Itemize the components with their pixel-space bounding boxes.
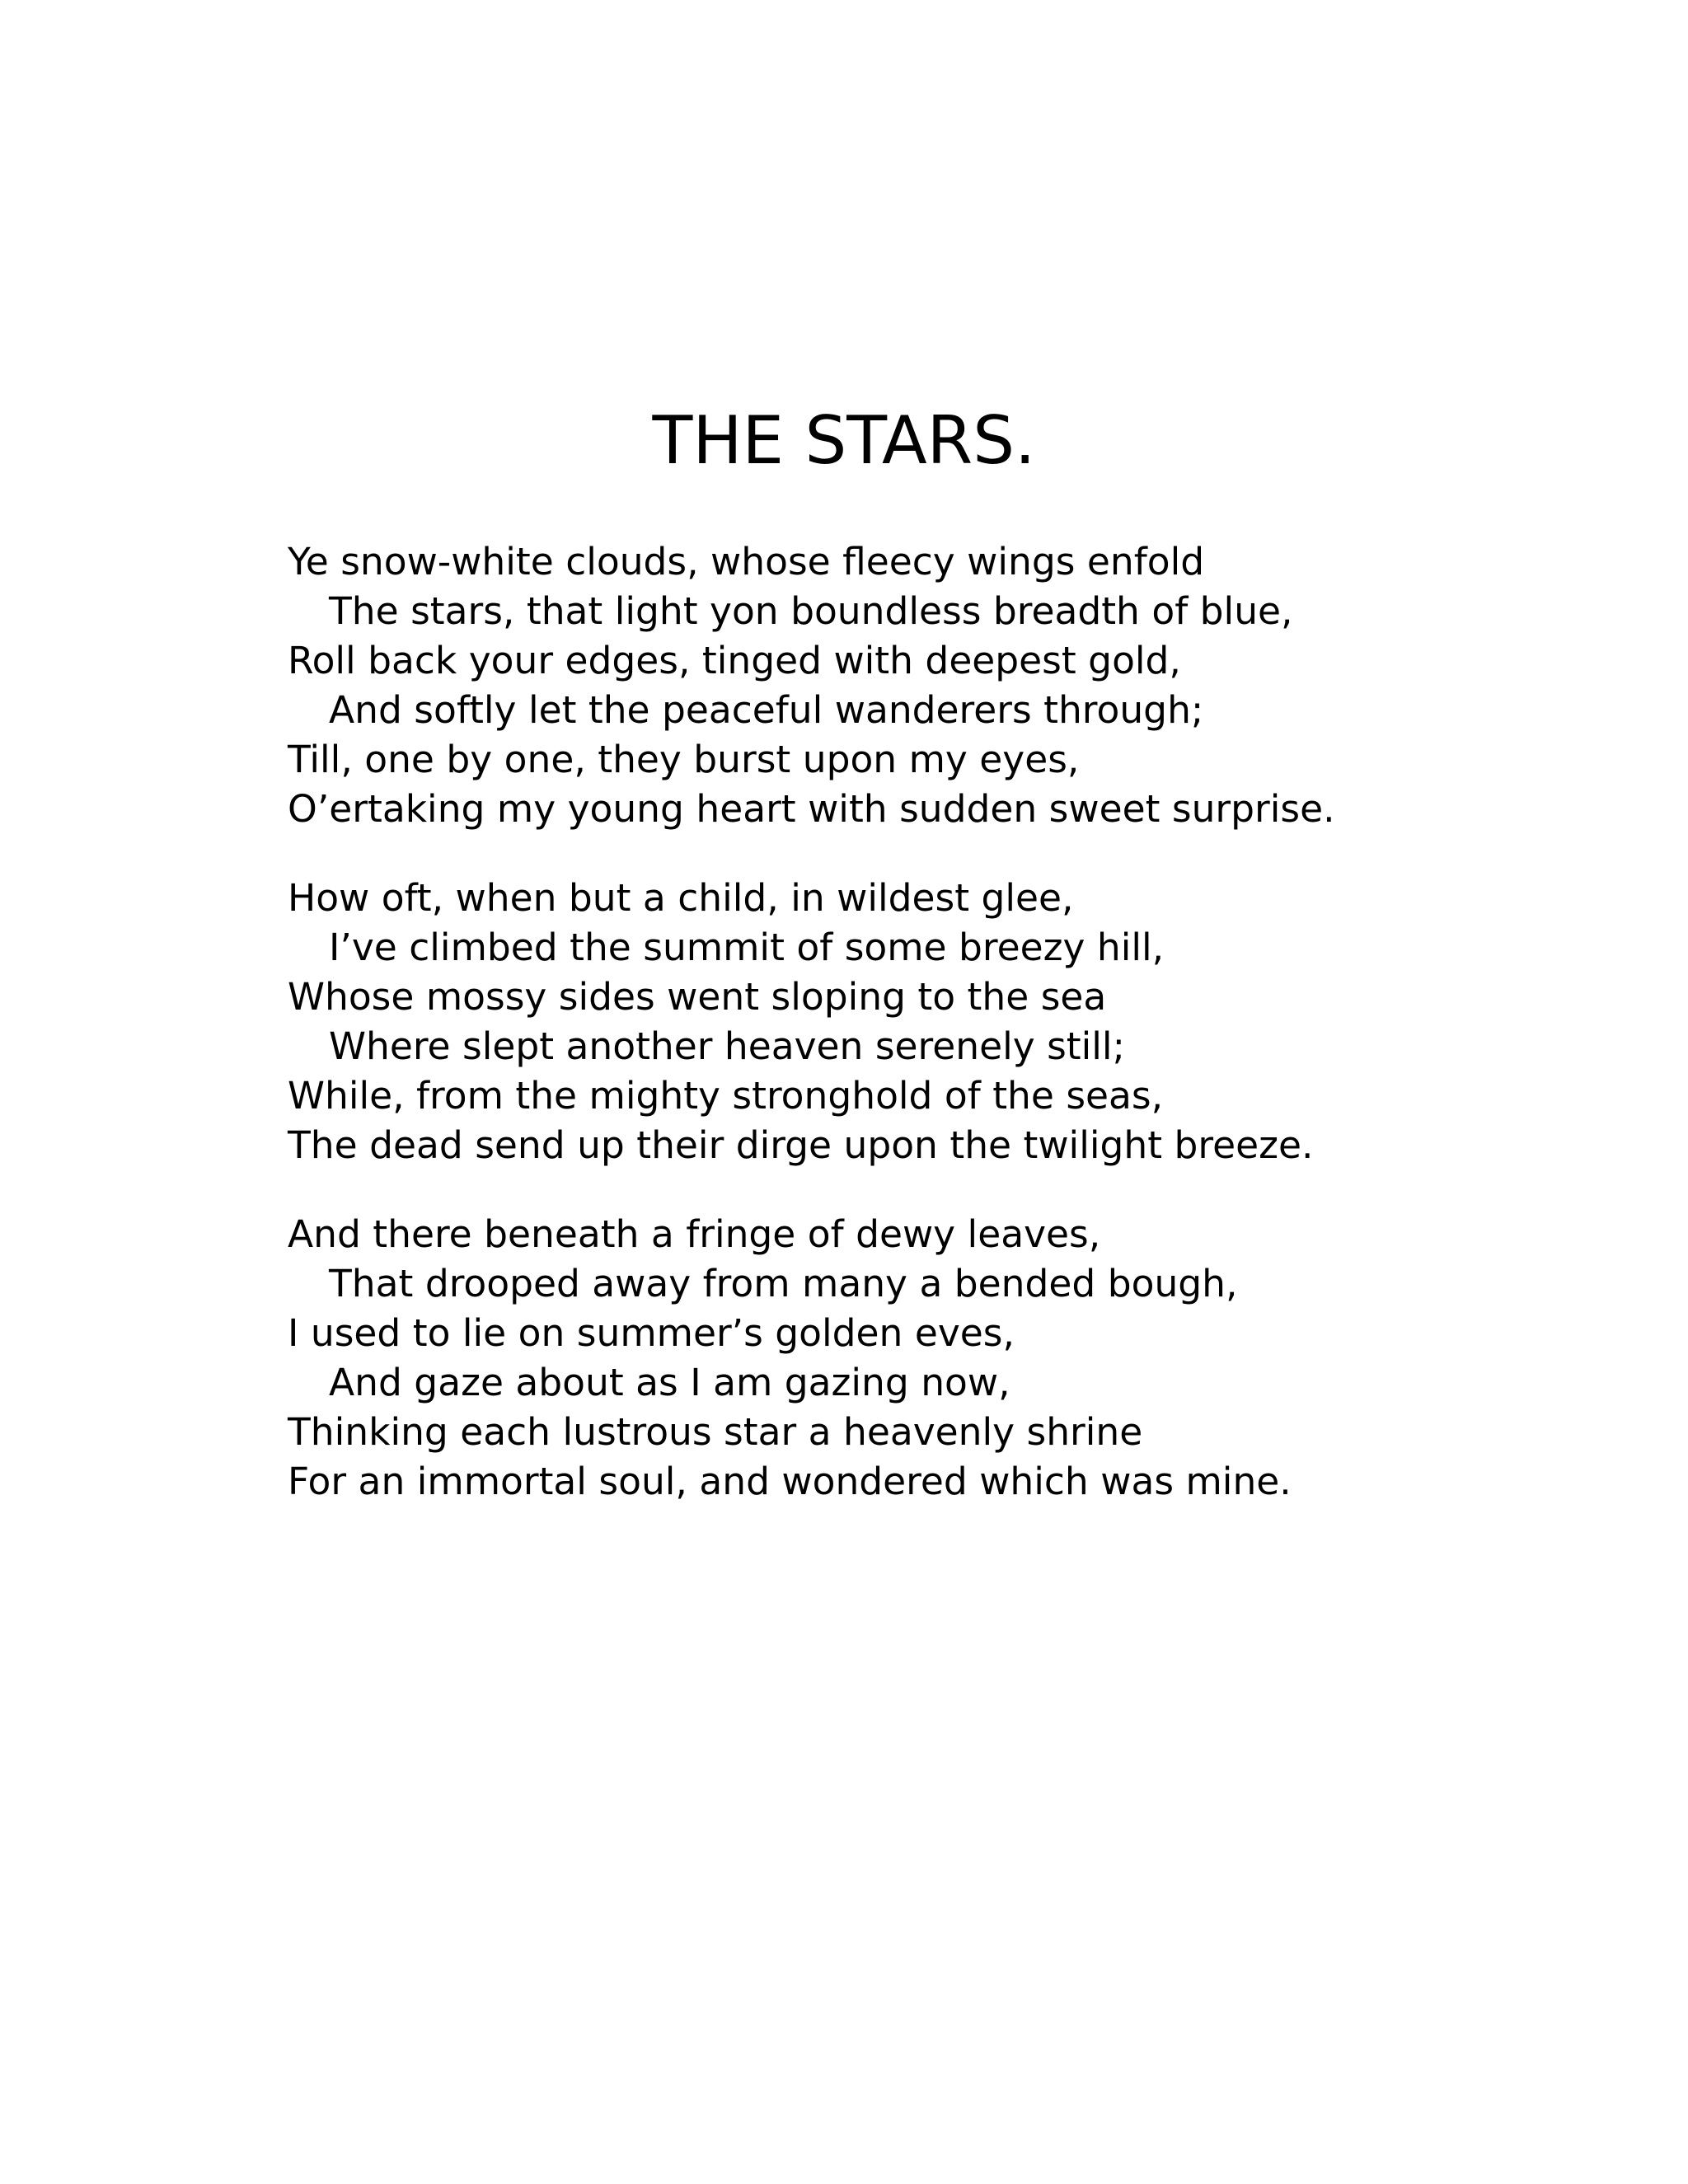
poem-line: Whose mossy sides went sloping to the sea bbox=[288, 975, 1107, 1019]
poem-line: Roll back your edges, tinged with deepest gold, bbox=[288, 639, 1181, 682]
poem-line: For an immortal soul, and wondered which was mine. bbox=[288, 1460, 1292, 1503]
poem-line: I’ve climbed the summit of some breezy hill, bbox=[329, 926, 1165, 969]
poem-line: Ye snow-white clouds, whose fleecy wings enfold bbox=[288, 540, 1205, 583]
stanza-3 bbox=[288, 1210, 1648, 1507]
poem-line: The dead send up their dirge upon the twilight breeze. bbox=[288, 1123, 1314, 1167]
poem-line: Till, one by one, they burst upon my eyes, bbox=[288, 738, 1080, 781]
poem-line: And there beneath a fringe of dewy leaves, bbox=[288, 1212, 1101, 1256]
poem-line: Where slept another heaven serenely still; bbox=[329, 1024, 1125, 1068]
stanza-2 bbox=[288, 874, 1648, 1170]
poem-line: That drooped away from many a bended bough, bbox=[329, 1262, 1238, 1305]
poem-line: O’ertaking my young heart with sudden sweet surprise. bbox=[288, 787, 1335, 831]
poem-line: And softly let the peaceful wanderers through; bbox=[329, 688, 1204, 732]
poem-body bbox=[288, 537, 1648, 1546]
poem-line: While, from the mighty stronghold of the seas, bbox=[288, 1074, 1164, 1118]
poem-title: THE STARS. bbox=[652, 402, 1036, 479]
poem-line: Thinking each lustrous star a heavenly shrine bbox=[288, 1410, 1143, 1454]
poem-line: The stars, that light yon boundless breadth of blue, bbox=[329, 589, 1293, 633]
poem-line: I used to lie on summer’s golden eves, bbox=[288, 1311, 1015, 1355]
poem-line: How oft, when but a child, in wildest glee, bbox=[288, 876, 1074, 920]
stanza-1 bbox=[288, 537, 1648, 834]
poem-line: And gaze about as I am gazing now, bbox=[329, 1361, 1010, 1404]
